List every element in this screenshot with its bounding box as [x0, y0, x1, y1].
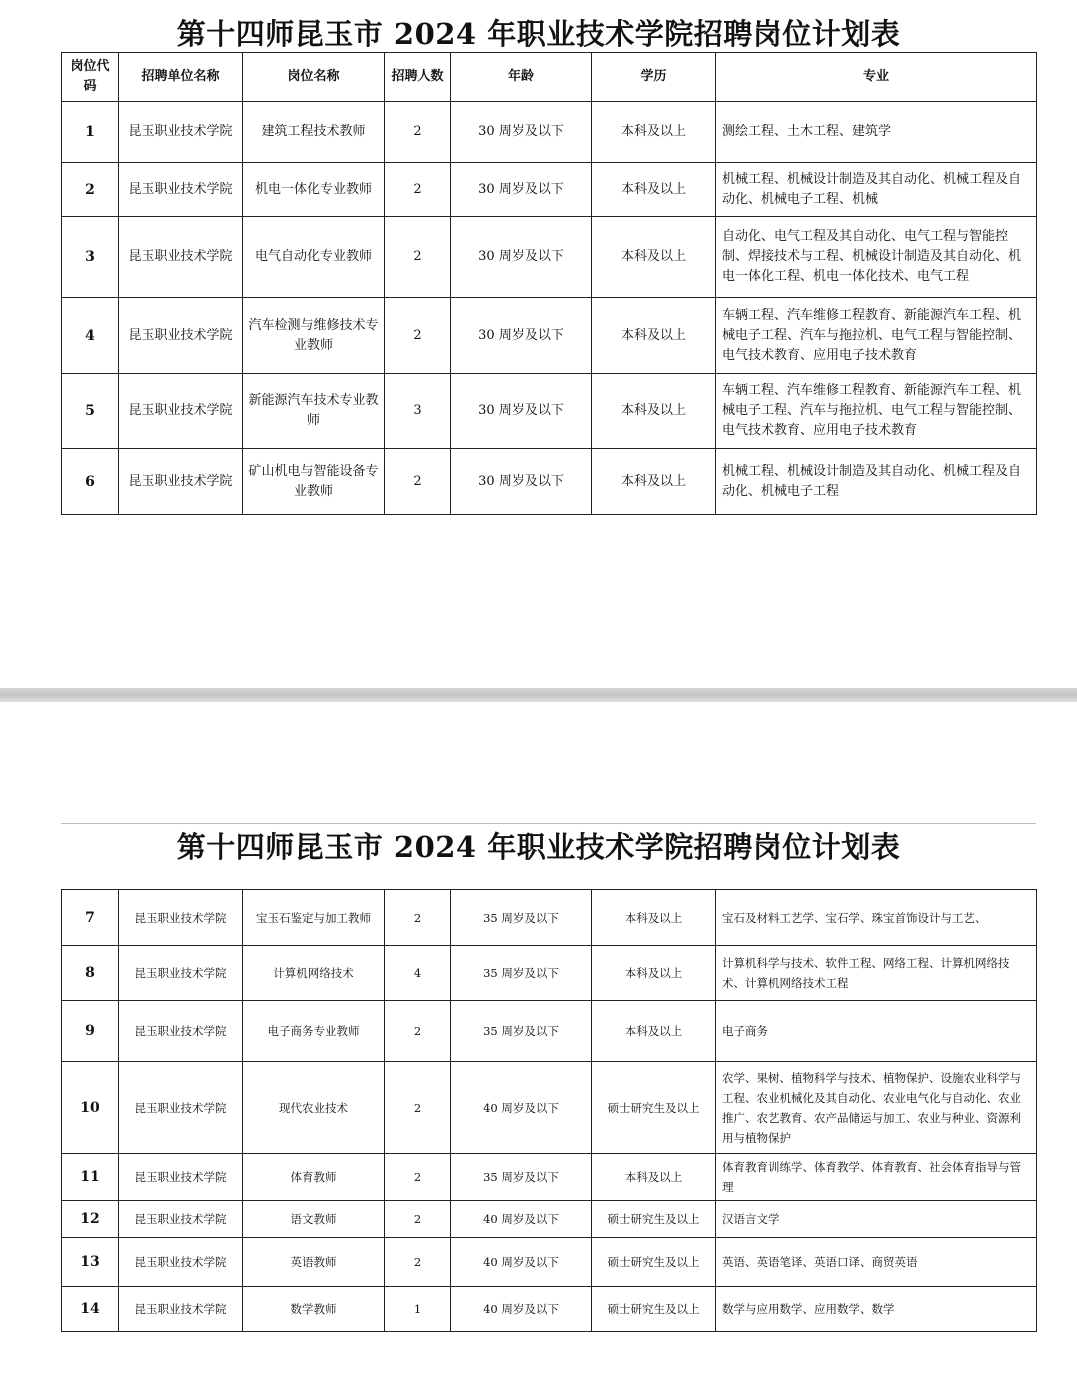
- cell-code: 5: [62, 374, 119, 449]
- cell-unit: 昆玉职业技术学院: [119, 1287, 243, 1332]
- page-title: 第十四师昆玉市 2024 年职业技术学院招聘岗位计划表: [176, 17, 901, 51]
- cell-education: 硕士研究生及以上: [592, 1201, 716, 1238]
- table-row: [62, 1154, 1037, 1201]
- cell-position: 新能源汽车技术专业教师: [243, 374, 385, 449]
- recruitment-table-continued: [61, 889, 1037, 1332]
- cell-age: 40 周岁及以下: [451, 1201, 592, 1238]
- cell-position: 电子商务专业教师: [243, 1001, 385, 1062]
- cell-education: 本科及以上: [592, 163, 716, 217]
- cell-code: 1: [62, 102, 119, 163]
- table-row: [62, 374, 1037, 449]
- cell-education: 本科及以上: [592, 890, 716, 946]
- cell-major: 机械工程、机械设计制造及其自动化、机械工程及自动化、机械电子工程、机械: [716, 163, 1037, 217]
- cell-major: 英语、英语笔译、英语口译、商贸英语: [716, 1238, 1037, 1287]
- header-major: 专业: [716, 53, 1037, 102]
- cell-age: 30 周岁及以下: [451, 449, 592, 515]
- header-row: [62, 53, 1037, 102]
- page-separator: [0, 688, 1077, 702]
- cell-major: 数学与应用数学、应用数学、数学: [716, 1287, 1037, 1332]
- cell-major: 车辆工程、汽车维修工程教育、新能源汽车工程、机械电子工程、汽车与拖拉机、电气工程与智能控制、电气技术教育、应用电子技术教育: [716, 374, 1037, 449]
- cell-age: 30 周岁及以下: [451, 374, 592, 449]
- cell-position: 汽车检测与维修技术专业教师: [243, 298, 385, 374]
- header-age: 年龄: [451, 53, 592, 102]
- cell-major: 电子商务: [716, 1001, 1037, 1062]
- header-education: 学历: [592, 53, 716, 102]
- cell-unit: 昆玉职业技术学院: [119, 1062, 243, 1154]
- cell-unit: 昆玉职业技术学院: [119, 217, 243, 298]
- cell-position: 电气自动化专业教师: [243, 217, 385, 298]
- table-row: [62, 890, 1037, 946]
- cell-unit: 昆玉职业技术学院: [119, 1201, 243, 1238]
- header-count: 招聘人数: [385, 53, 451, 102]
- cell-code: 10: [62, 1062, 119, 1154]
- table-row: [62, 102, 1037, 163]
- cell-major: 机械工程、机械设计制造及其自动化、机械工程及自动化、机械电子工程: [716, 449, 1037, 515]
- cell-age: 40 周岁及以下: [451, 1238, 592, 1287]
- cell-major: 车辆工程、汽车维修工程教育、新能源汽车工程、机械电子工程、汽车与拖拉机、电气工程与智能控制、电气技术教育、应用电子技术教育: [716, 298, 1037, 374]
- cell-education: 本科及以上: [592, 298, 716, 374]
- cell-count: 2: [385, 890, 451, 946]
- cell-age: 30 周岁及以下: [451, 298, 592, 374]
- cell-education: 本科及以上: [592, 1154, 716, 1201]
- page-title: 第十四师昆玉市 2024 年职业技术学院招聘岗位计划表: [176, 830, 901, 864]
- cell-count: 2: [385, 1201, 451, 1238]
- cell-code: 2: [62, 163, 119, 217]
- cell-age: 40 周岁及以下: [451, 1062, 592, 1154]
- cell-code: 8: [62, 946, 119, 1001]
- cell-position: 宝玉石鉴定与加工教师: [243, 890, 385, 946]
- table-row: [62, 1238, 1037, 1287]
- cell-code: 13: [62, 1238, 119, 1287]
- cell-major: 体育教育训练学、体育教学、体育教育、社会体育指导与管理: [716, 1154, 1037, 1201]
- cell-position: 矿山机电与智能设备专业教师: [243, 449, 385, 515]
- cell-count: 4: [385, 946, 451, 1001]
- cell-position: 数学教师: [243, 1287, 385, 1332]
- cell-code: 3: [62, 217, 119, 298]
- cell-code: 7: [62, 890, 119, 946]
- cell-position: 语文教师: [243, 1201, 385, 1238]
- cell-position: 现代农业技术: [243, 1062, 385, 1154]
- cell-count: 2: [385, 1001, 451, 1062]
- document-page-2: [0, 702, 1077, 1373]
- cell-education: 硕士研究生及以上: [592, 1287, 716, 1332]
- cell-education: 本科及以上: [592, 946, 716, 1001]
- cell-major: 自动化、电气工程及其自动化、电气工程与智能控制、焊接技术与工程、机械设计制造及其自动化、机电一体化工程、机电一体化技术、电气工程: [716, 217, 1037, 298]
- cell-education: 本科及以上: [592, 1001, 716, 1062]
- cell-unit: 昆玉职业技术学院: [119, 1001, 243, 1062]
- cell-major: 宝石及材料工艺学、宝石学、珠宝首饰设计与工艺、: [716, 890, 1037, 946]
- cell-code: 14: [62, 1287, 119, 1332]
- cell-unit: 昆玉职业技术学院: [119, 102, 243, 163]
- cell-count: 2: [385, 449, 451, 515]
- cell-unit: 昆玉职业技术学院: [119, 1154, 243, 1201]
- cell-education: 硕士研究生及以上: [592, 1062, 716, 1154]
- cell-count: 1: [385, 1287, 451, 1332]
- cell-count: 2: [385, 217, 451, 298]
- cell-age: 40 周岁及以下: [451, 1287, 592, 1332]
- table-row: [62, 217, 1037, 298]
- cell-age: 30 周岁及以下: [451, 163, 592, 217]
- cell-position: 体育教师: [243, 1154, 385, 1201]
- cell-unit: 昆玉职业技术学院: [119, 449, 243, 515]
- cell-code: 6: [62, 449, 119, 515]
- cell-unit: 昆玉职业技术学院: [119, 890, 243, 946]
- cell-count: 2: [385, 1154, 451, 1201]
- cell-education: 本科及以上: [592, 449, 716, 515]
- cell-major: 计算机科学与技术、软件工程、网络工程、计算机网络技术、计算机网络技术工程: [716, 946, 1037, 1001]
- cell-unit: 昆玉职业技术学院: [119, 374, 243, 449]
- cell-count: 3: [385, 374, 451, 449]
- cell-education: 本科及以上: [592, 374, 716, 449]
- table-row: [62, 449, 1037, 515]
- cell-code: 12: [62, 1201, 119, 1238]
- cell-code: 4: [62, 298, 119, 374]
- cell-count: 2: [385, 1238, 451, 1287]
- header-position: 岗位名称: [243, 53, 385, 102]
- cell-major: 测绘工程、土木工程、建筑学: [716, 102, 1037, 163]
- cell-age: 30 周岁及以下: [451, 217, 592, 298]
- cell-unit: 昆玉职业技术学院: [119, 1238, 243, 1287]
- cell-position: 计算机网络技术: [243, 946, 385, 1001]
- cell-age: 35 周岁及以下: [451, 890, 592, 946]
- table-row: [62, 946, 1037, 1001]
- table-row: [62, 1001, 1037, 1062]
- table-row: [62, 163, 1037, 217]
- cell-major: 农学、果树、植物科学与技术、植物保护、设施农业科学与工程、农业机械化及其自动化、农业电气化与自动化、农业推广、农艺教育、农产品储运与加工、农业与种业、资源利用与植物保护: [716, 1062, 1037, 1154]
- cell-unit: 昆玉职业技术学院: [119, 298, 243, 374]
- cell-count: 2: [385, 163, 451, 217]
- header-unit: 招聘单位名称: [119, 53, 243, 102]
- cell-age: 35 周岁及以下: [451, 1154, 592, 1201]
- table-row: [62, 1287, 1037, 1332]
- cell-position: 英语教师: [243, 1238, 385, 1287]
- header-code: 岗位代码: [62, 53, 119, 102]
- cell-education: 硕士研究生及以上: [592, 1238, 716, 1287]
- recruitment-table: [61, 52, 1037, 515]
- page-rule: [61, 823, 1036, 824]
- cell-unit: 昆玉职业技术学院: [119, 946, 243, 1001]
- cell-count: 2: [385, 1062, 451, 1154]
- cell-age: 35 周岁及以下: [451, 1001, 592, 1062]
- cell-age: 30 周岁及以下: [451, 102, 592, 163]
- table-row: [62, 1201, 1037, 1238]
- cell-major: 汉语言文学: [716, 1201, 1037, 1238]
- cell-age: 35 周岁及以下: [451, 946, 592, 1001]
- cell-education: 本科及以上: [592, 217, 716, 298]
- cell-unit: 昆玉职业技术学院: [119, 163, 243, 217]
- table-row: [62, 1062, 1037, 1154]
- cell-count: 2: [385, 298, 451, 374]
- cell-position: 建筑工程技术教师: [243, 102, 385, 163]
- cell-position: 机电一体化专业教师: [243, 163, 385, 217]
- cell-code: 9: [62, 1001, 119, 1062]
- cell-count: 2: [385, 102, 451, 163]
- cell-education: 本科及以上: [592, 102, 716, 163]
- cell-code: 11: [62, 1154, 119, 1201]
- table-row: [62, 298, 1037, 374]
